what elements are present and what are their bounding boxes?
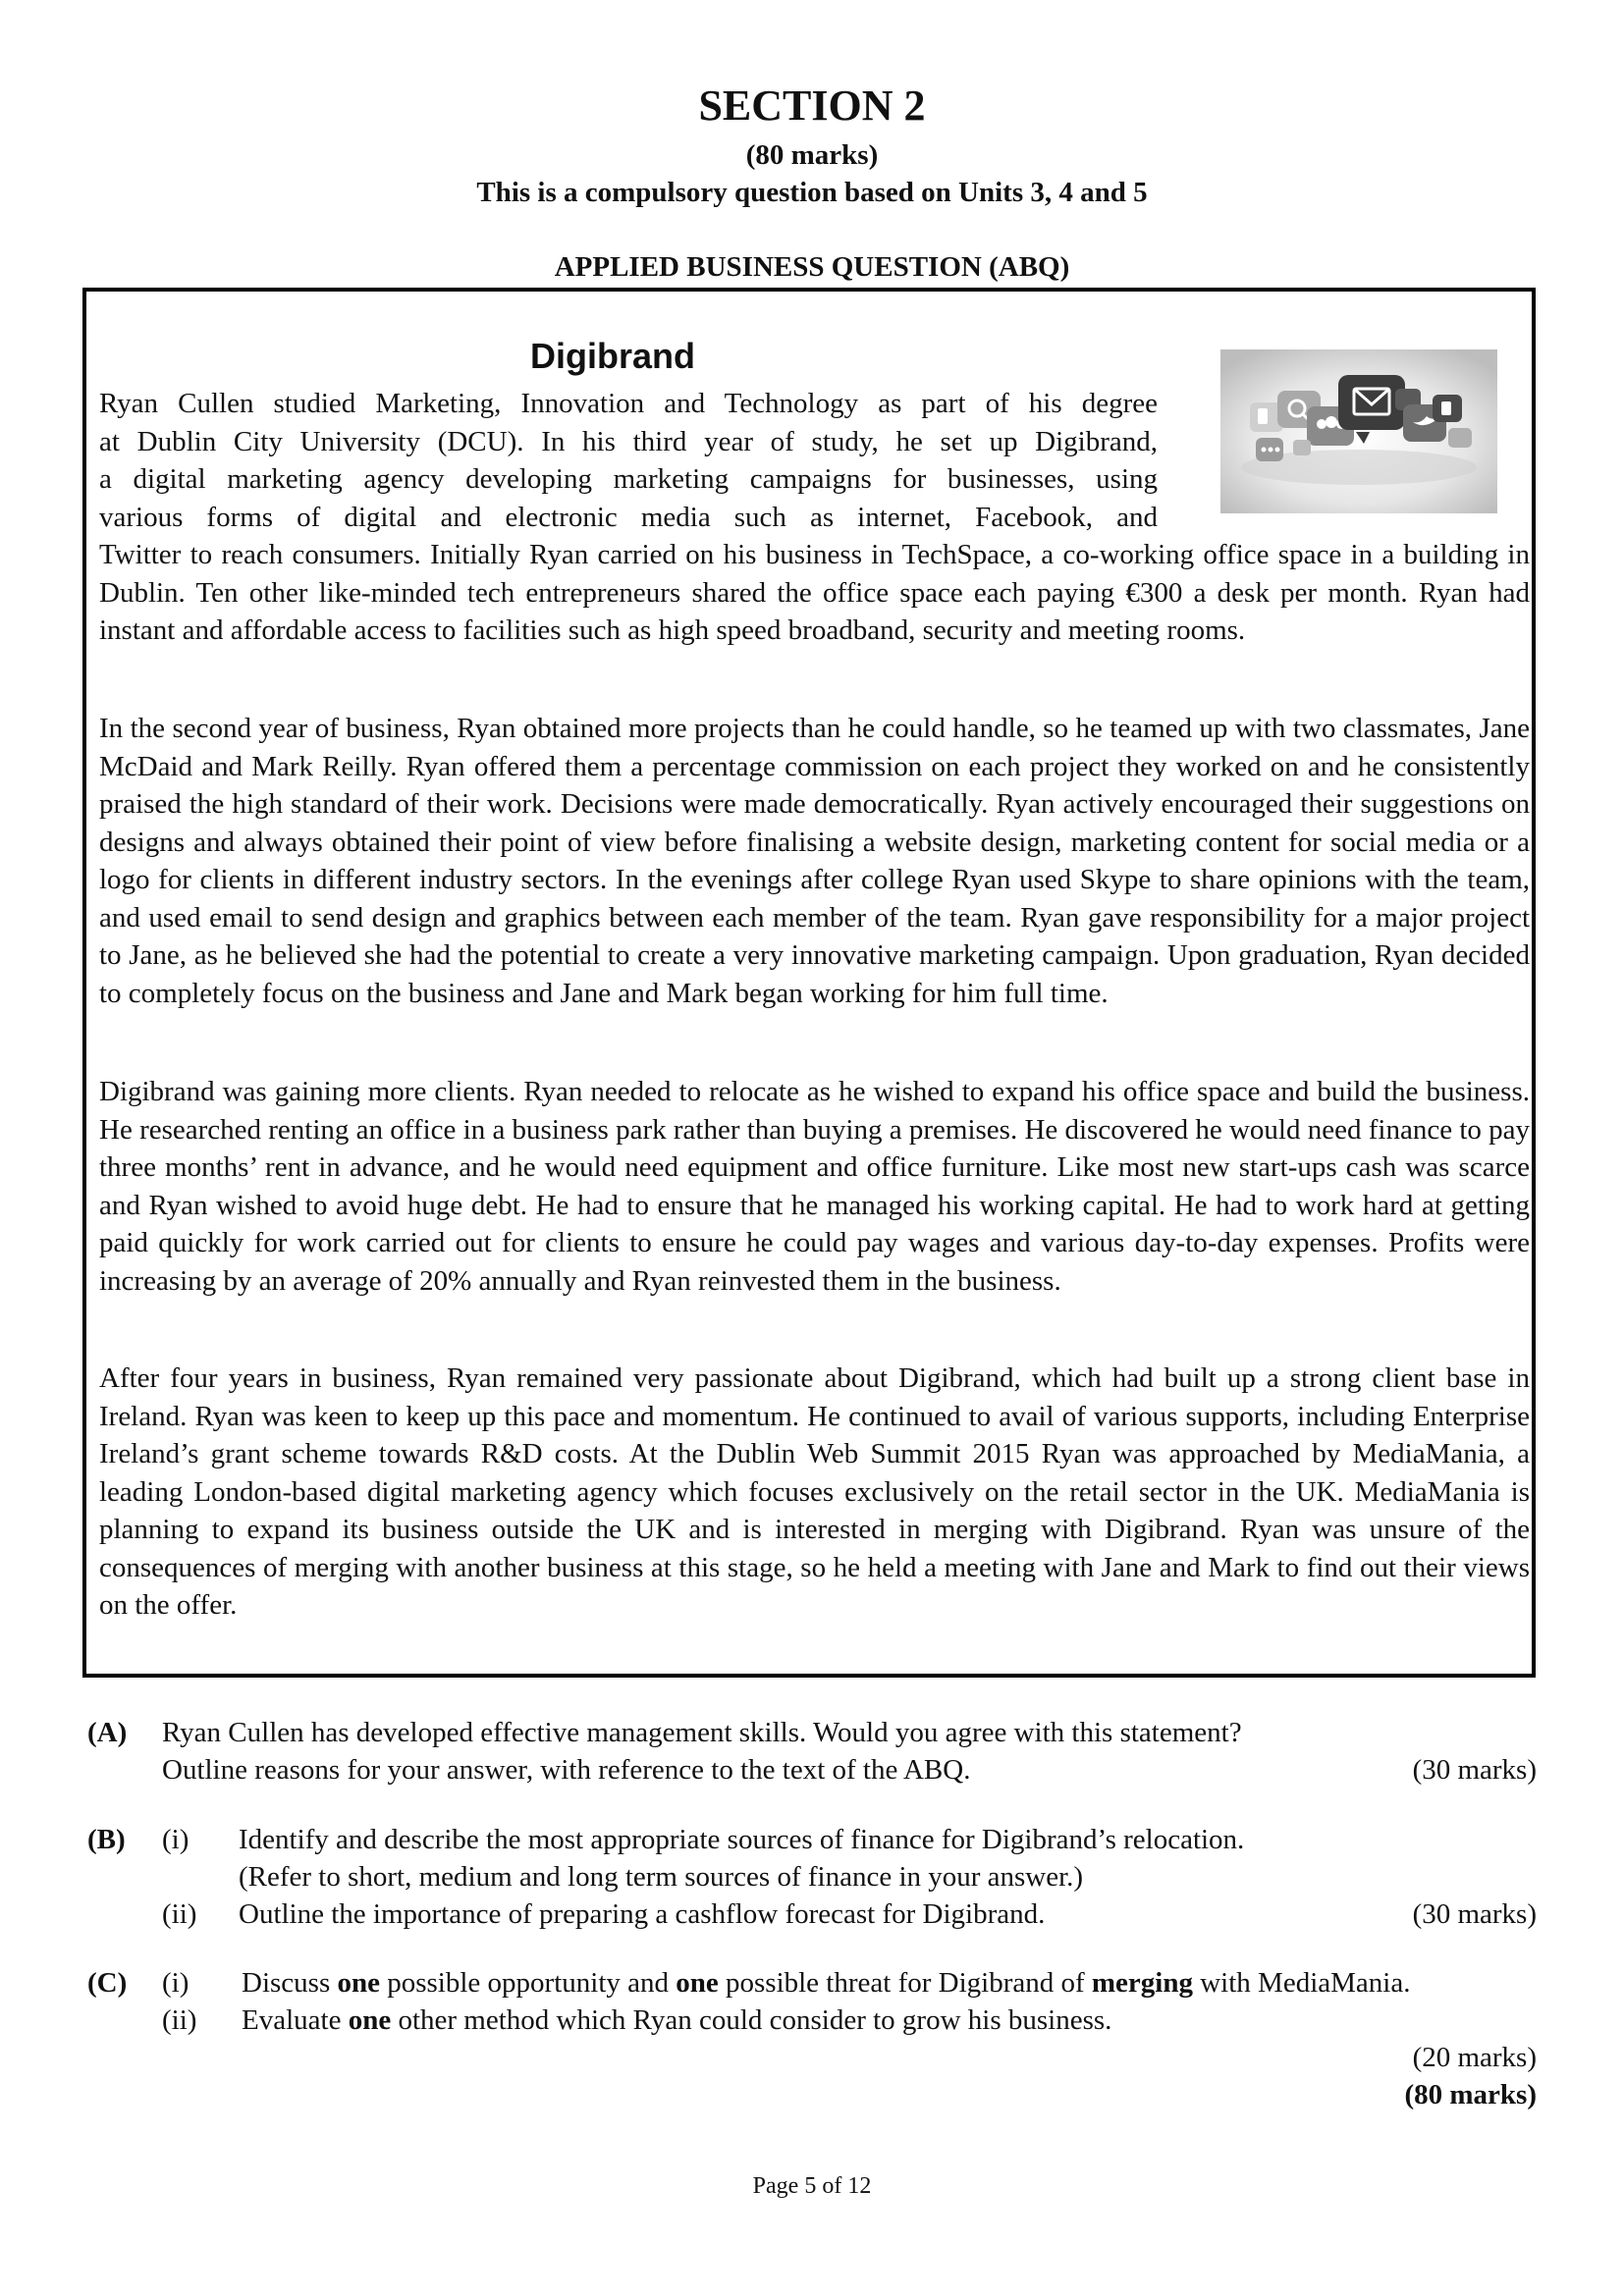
total-marks: (80 marks) — [1404, 2079, 1537, 2110]
paragraph-line: Ryan Cullen studied Marketing, Innovation and Technology as part of his degree — [99, 388, 1158, 419]
abq-heading: APPLIED BUSINESS QUESTION (ABQ) — [554, 251, 1070, 283]
paragraph-line: at Dublin City University (DCU). In his third year of study, he set up Digibrand, — [99, 425, 1158, 457]
question-b-label: (B) — [87, 1824, 126, 1855]
question-a-line1: Ryan Cullen has developed effective management skills. Would you agree with this statement? — [162, 1717, 1242, 1748]
case-paragraph-2: In the second year of business, Ryan obtained more projects than he could handle, so he teamed up with two classmates, Jane McDaid and Mark Reilly. Ryan offered them a percentage commission on each project they worked on and he consistently praised the high standard of their work. Decisions were made democratically. Ryan actively encouraged their suggestions on designs and always obtained their point of view before finalising a website design, marketing content for social media or a logo for clients in different industry sectors. In the evenings after college Ryan used Skype to share opinions with the team, and used email to send design and graphics between each member of the team. Ryan gave responsibility for a major project to Jane, as he believed she had the potential to create a very innovative marketing campaign. Upon graduation, Ryan decided to completely focus on the business and Jane and Mark began working for him full time. — [99, 713, 1530, 1009]
compulsory-note: This is a compulsory question based on Units 3, 4 and 5 — [476, 177, 1148, 208]
case-paragraph-3: Digibrand was gaining more clients. Ryan needed to relocate as he wished to expand his office space and build the business. He researched renting an office in a business park rather than buying a premises. He discovered he would need finance to pay three months’ rent in advance, and he would need equipment and office furniture. Like most new start-ups cash was scarce and Ryan wished to avoid huge debt. He had to ensure that he managed his working capital. He had to work hard at getting paid quickly for work carried out for clients to ensure he could pay wages and various day-to-day expenses. Profits were increasing by an average of 20% annually and Ryan reinvested them in the business. — [99, 1076, 1530, 1297]
question-b-i-line2: (Refer to short, medium and long term sources of finance in your answer.) — [239, 1861, 1084, 1893]
question-b-ii-number: (ii) — [162, 1898, 197, 1930]
question-a-label: (A) — [87, 1717, 128, 1748]
page-number: Page 5 of 12 — [752, 2173, 872, 2199]
question-b-ii-line: Outline the importance of preparing a cashflow forecast for Digibrand. — [239, 1898, 1046, 1930]
question-a-line2: Outline reasons for your answer, with reference to the text of the ABQ. — [162, 1754, 971, 1786]
question-c-ii-number: (ii) — [162, 2004, 197, 2036]
question-c-i-number: (i) — [162, 1967, 189, 1999]
section-marks: (80 marks) — [745, 139, 879, 171]
case-title: Digibrand — [530, 336, 695, 376]
case-paragraph-4: After four years in business, Ryan remained very passionate about Digibrand, which had built up a strong client base in Ireland. Ryan was keen to keep up this pace and momentum. He continued to avail of various supports, including Enterprise Ireland’s grant scheme towards R&D costs. At the Dublin Web Summit 2015 Ryan was approached by MediaMania, a leading London-based digital marketing agency which focuses exclusively on the retail sector in the UK. MediaMania is planning to expand its business outside the UK and is interested in merging with Digibrand. Ryan was unsure of the consequences of merging with another business at this stage, so he held a meeting with Jane and Mark to find out their views on the offer. — [99, 1362, 1530, 1621]
paragraph-line: various forms of digital and electronic media such as internet, Facebook, and — [99, 501, 1158, 533]
question-b-marks: (30 marks) — [1412, 1898, 1537, 1930]
question-b-i-number: (i) — [162, 1824, 189, 1855]
question-a-marks: (30 marks) — [1412, 1754, 1537, 1786]
section-heading: SECTION 2 — [698, 81, 926, 130]
question-c-i-line: Discuss one possible opportunity and one possible threat for Digibrand of merging with MediaMania. — [242, 1967, 1411, 1999]
question-c-ii-line: Evaluate one other method which Ryan could consider to grow his business. — [242, 2004, 1112, 2036]
paragraph-text: Twitter to reach consumers. Initially Ryan carried on his business in TechSpace, a co-working office space in a building in Dublin. Ten other like-minded tech entrepreneurs shared the office space each paying €300 a desk per month. Ryan had instant and affordable access to facilities such as high speed broadband, security and meeting rooms. — [99, 539, 1530, 646]
case-paragraph-1 — [99, 385, 1530, 650]
paragraph-line: a digital marketing agency developing marketing campaigns for businesses, using — [99, 463, 1158, 495]
question-c-marks: (20 marks) — [1412, 2042, 1537, 2073]
question-b-i-line1: Identify and describe the most appropriate sources of finance for Digibrand’s relocation. — [239, 1824, 1245, 1855]
question-c-label: (C) — [87, 1967, 128, 1999]
